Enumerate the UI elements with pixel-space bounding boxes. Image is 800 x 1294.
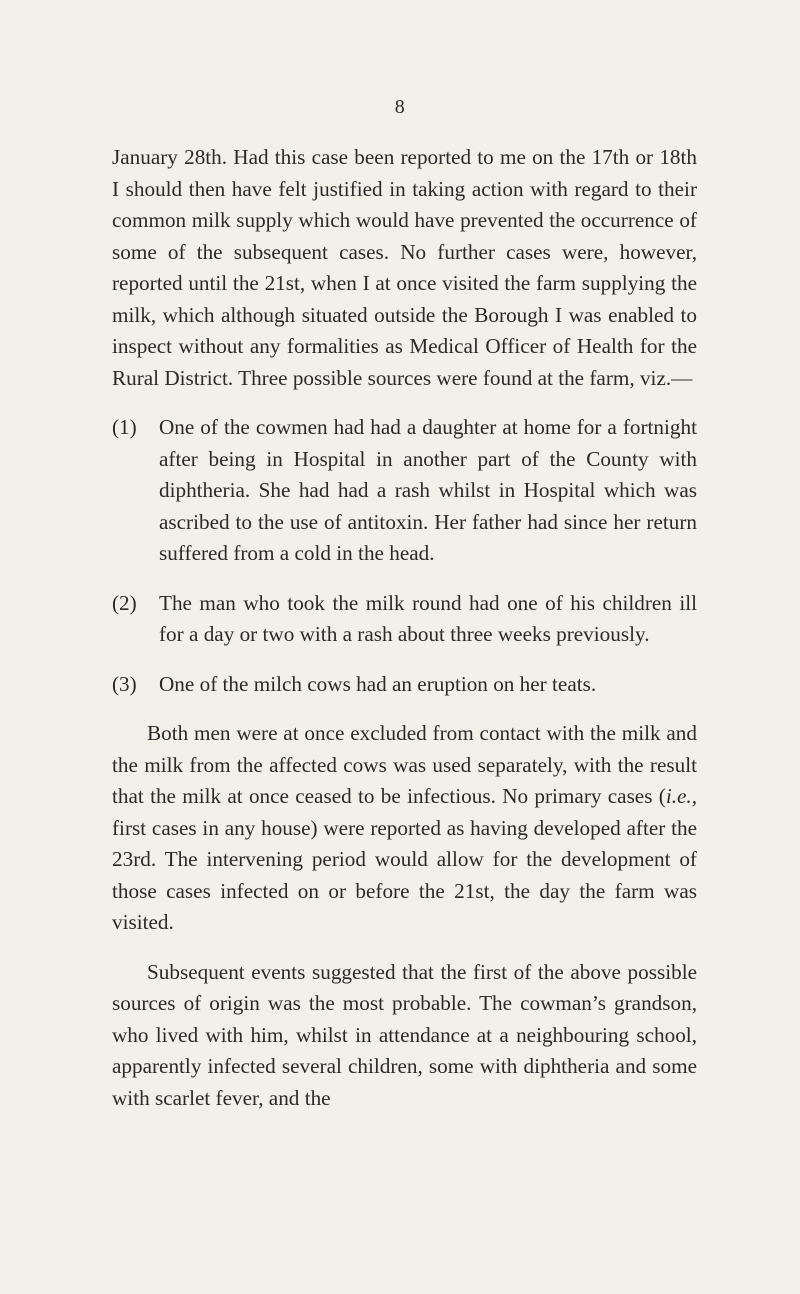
list-item-3 <box>112 669 697 701</box>
paragraph-subsequent: Subsequent events suggested that the first of the above possible sources of origin was the most probable. The cowman’s grandson, who lived with him, whilst in attendance at a neighbouring school, apparently infected several children, some with diphtheria and some with scarlet fever, and the <box>112 959 697 1110</box>
paragraph-exclusion-start: Both men were at once excluded from contact with the milk and the milk from the affected cows was used separately, with the result that the milk at once ceased to be infectious. No primary cases ( <box>112 721 697 808</box>
list-item-2 <box>112 588 697 651</box>
ie-abbreviation: i.e., <box>665 784 697 808</box>
page-number: 8 <box>394 96 406 118</box>
paragraph-intro: January 28th. Had this case been reported to me on the 17th or 18th I should then have felt justified in taking action with regard to their common milk supply which would have prevented the occurrence of some of the subsequent cases. No further cases were, however, reported until the 21st, when I at once visited the farm supplying the milk, which although situated outside the Borough I was enabled to inspect without any formalities as Medical Officer of Health for the Rural District. Three possible sources were found at the farm, viz.— <box>112 145 697 390</box>
list-item-text: The man who took the milk round had one of his children ill for a day or two with a rash about three weeks previously. <box>159 590 697 646</box>
list-item-1 <box>112 412 697 570</box>
list-item-text: One of the cowmen had had a daughter at home for a fortnight after being in Hospital in another part of the County with diphtheria. She had had a rash whilst in Hospital which was ascribed to the use of antitoxin. Her father had since her return suffered from a cold in the head. <box>159 415 697 565</box>
paragraph-exclusion-end: first cases in any house) were reported as having developed after the 23rd. The intervening period would allow for the development of those cases infected on or before the 21st, the day the farm was visited. <box>112 815 697 934</box>
body-text <box>112 142 697 1114</box>
list-item-number: (2) <box>112 590 137 615</box>
list-item-number: (1) <box>112 415 137 439</box>
paragraph-exclusion <box>112 718 697 939</box>
list-item-text: One of the milch cows had an eruption on her teats. <box>159 671 597 696</box>
list-item-number: (3) <box>112 671 137 696</box>
